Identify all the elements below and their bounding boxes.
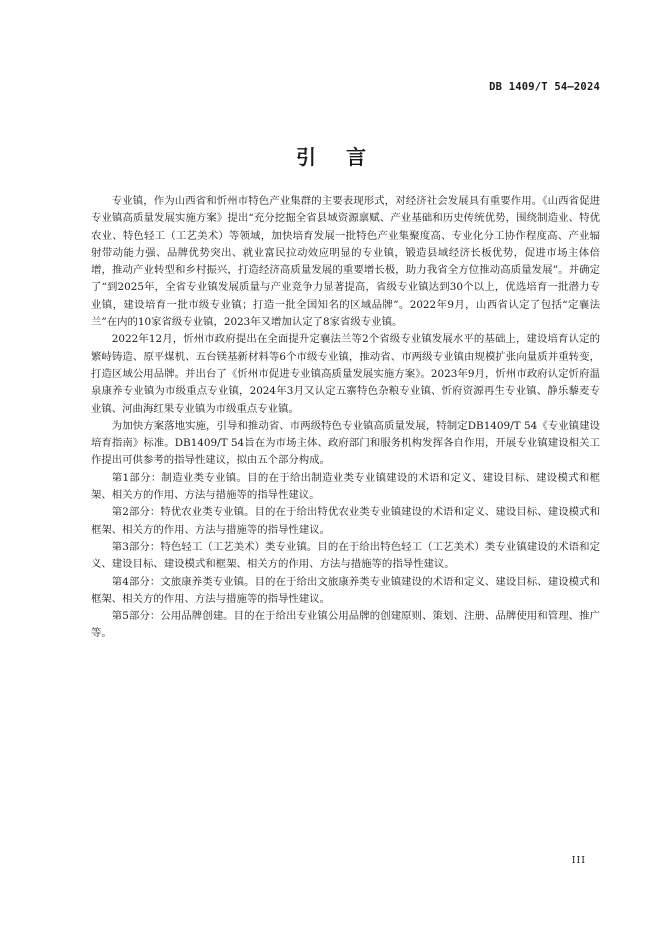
paragraph-part-3: 第3部分：特色轻工（工艺美术）类专业镇。目的在于给出特色轻工（工艺美术）类专业镇建设的术语和定义、建设目标、建设模式和框架、相关方的作用、方法与措施等的指导性建议。 (91, 540, 600, 571)
paragraph-part-4: 第4部分：文旅康养类专业镇。目的在于给出文旅康养类专业镇建设的术语和定义、建设目标、建设模式和框架、相关方的作用、方法与措施等的指导性建议。 (91, 575, 600, 605)
page-number: III (571, 855, 586, 866)
paragraph-standard-purpose: 为加快方案落地实施，引导和推动省、市两级特色专业镇高质量发展，特制定DB1409/T 54《专业镇建设培育指南》标准。DB1409/T 54旨在为市场主体、政府部门和服务机构发挥各自作用，开展专业镇建设相关工作提出可供参考的指导性建议，拟由五个部分构成。 (91, 419, 600, 467)
introduction-body (91, 193, 600, 643)
paragraph-part-1: 第1部分：制造业类专业镇。目的在于给出制造业类专业镇建设的术语和定义、建设目标、建设模式和框架、相关方的作用、方法与措施等的指导性建议。 (91, 471, 600, 502)
paragraph-xinzhou-policy: 2022年12月，忻州市政府提出在全面提升定襄法兰等2个省级专业镇发展水平的基础上，建设培育认定的繁峙铸造、原平煤机、五台镁基新材料等6个市级专业镇，推动省、市两级专业镇由规模扩张向量质并重转变，打造区域公用品牌。并出台了《忻州市促进专业镇高质量发展实施方案》。2023年9月，忻州市政府认定忻府温泉康养专业镇为市级重点专业镇，2024年3月又认定五寨特色杂粮专业镇、忻府资源再生专业镇、静乐藜麦专业镇、河曲海红果专业镇为市级重点专业镇。 (91, 333, 600, 415)
page-title: 引言 (296, 145, 396, 169)
standard-code: DB 1409/T 54—2024 (489, 81, 600, 93)
paragraph-part-2: 第2部分：特优农业类专业镇。目的在于给出特优农业类专业镇建设的术语和定义、建设目标、建设模式和框架、相关方的作用、方法与措施等的指导性建议。 (91, 506, 600, 536)
paragraph-background: 专业镇，作为山西省和忻州市特色产业集群的主要表现形式，对经济社会发展具有重要作用。《山西省促进专业镇高质量发展实施方案》提出“充分挖掘全省县域资源禀赋、产业基础和历史传统优势，围绕制造业、特优农业、特色轻工（工艺美术）等领域，加快培育发展一批特色产业集聚度高、专业化分工协作程度高、产业辐射带动能力强、品牌优势突出、就业富民拉动效应明显的专业镇，锻造县域经济长板优势，促进市场主体倍增，推动产业转型和乡村振兴，打造经济高质量发展的重要增长极，助力我省全方位推动高质量发展”。并确定了“到2025年，全省专业镇发展质量与产业竞争力显著提高，省级专业镇达到30个以上，优选培育一批潜力专业镇，建设培育一批市级专业镇；打造一批全国知名的区域品牌”。2022年9月，山西省认定了包括“定襄法兰”在内的10家省级专业镇，2023年又增加认定了8家省级专业镇。 (91, 195, 600, 329)
paragraph-part-5: 第5部分：公用品牌创建。目的在于给出专业镇公用品牌的创建原则、策划、注册、品牌使用和管理、推广等。 (91, 610, 600, 640)
